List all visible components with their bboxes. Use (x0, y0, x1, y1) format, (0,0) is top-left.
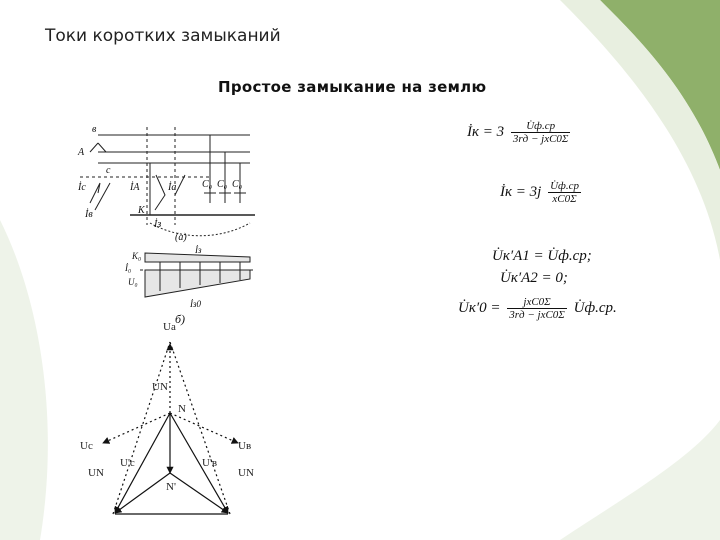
vector-n-left (115, 473, 170, 513)
formula-ik-2 (500, 180, 584, 205)
label-c1: C₀ (202, 179, 213, 190)
formula-ik-1-num: U̇ф.ср (511, 120, 571, 133)
formula-uk-0 (458, 296, 617, 321)
diagram-heading: Простое замыкание на землю (218, 78, 487, 96)
label-i0: İ₀ (125, 263, 132, 273)
label-uc: Uc (80, 440, 93, 452)
circuit-diagram (70, 115, 265, 330)
formula-ik-1-den: 3rд − jxC0Σ (512, 133, 569, 145)
formula-ik-2-num: U̇ф.ср (550, 180, 579, 192)
label-ua: Ua (163, 321, 176, 333)
formula-ik-1 (467, 120, 573, 145)
formula-uk-0-num: jxC0Σ (507, 296, 567, 309)
vector-ubp (170, 413, 228, 513)
label-ia: İA (130, 182, 140, 193)
corner-swoosh-bottom-right (560, 420, 720, 540)
formula-uk-0-den: 3rд − jxC0Σ (509, 309, 565, 321)
formula-ik-2-lhs: İк = 3j (500, 183, 542, 200)
label-ia2: İa (168, 182, 177, 193)
label-un-left: UN (88, 467, 104, 479)
current-arrow (175, 175, 185, 195)
label-a: A (78, 147, 85, 158)
label-u0: U₀ (128, 277, 138, 287)
caption-a: (а) (175, 232, 187, 243)
vector-diagram (78, 318, 278, 523)
label-ic: İc (78, 182, 86, 193)
label-ub: Uв (238, 440, 252, 452)
label-un-right: UN (238, 467, 254, 479)
source-star-leg (98, 143, 106, 152)
formula-uk-0-lhs: U̇к′0 = (458, 299, 501, 316)
label-n: N (178, 403, 186, 415)
vector-uc (103, 413, 170, 443)
vector-n-right (170, 473, 228, 513)
current-arrow (155, 175, 165, 210)
formula-ik-2-fraction (548, 180, 581, 205)
source-star-leg (90, 143, 98, 152)
vector-ub (170, 413, 238, 443)
label-c2: C₀ (217, 179, 228, 190)
current-arrow (90, 183, 100, 203)
label-un-top: UN (152, 381, 168, 393)
formula-uk-0-fraction (507, 296, 567, 321)
formula-uk-a2: U̇к′A2 = 0; (500, 270, 568, 286)
return-loop (150, 223, 250, 236)
label-iz0: İз0 (190, 299, 202, 309)
caption-b: б) (175, 312, 186, 326)
label-nprime: N' (166, 481, 176, 493)
label-c3: C₀ (232, 179, 243, 190)
label-fault: İз (154, 219, 162, 230)
corner-swoosh-bottom-left (0, 220, 48, 540)
label-iz: İз (195, 245, 202, 255)
formula-uk-a1: U̇к′A1 = U̇ф.ср; (492, 248, 592, 264)
current-arrow (95, 183, 110, 210)
formula-ik-1-fraction (511, 120, 571, 145)
slide-title: Токи коротких замыканий (45, 26, 281, 46)
label-ubp: U'в (202, 457, 218, 469)
label-ib: İв (85, 209, 93, 220)
formula-ik-1-lhs: İк = 3 (467, 123, 505, 140)
label-b: в (92, 124, 97, 135)
label-ucp: U'c (120, 457, 135, 469)
label-k0: K₀ (132, 251, 142, 261)
profile-lower (145, 270, 250, 297)
formula-uk-0-rhs: U̇ф.ср. (573, 299, 617, 316)
formula-ik-2-den: xC0Σ (552, 193, 577, 205)
label-c: c (106, 165, 111, 176)
label-k: K (138, 205, 145, 216)
